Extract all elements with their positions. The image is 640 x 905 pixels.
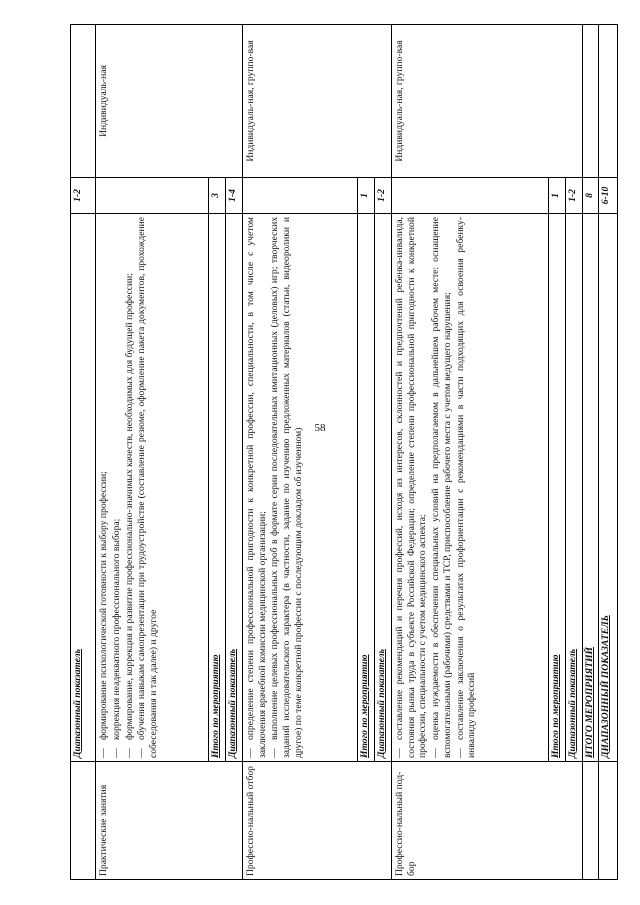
form-cell: Индивидуаль-ная, группо-вая [392,25,582,178]
cell-blank [392,178,549,214]
section-items [96,214,209,762]
table-row [582,25,599,880]
cell-blank [599,25,618,178]
section-name: Профессио-нальный отбор [243,762,392,880]
table-row [243,25,358,880]
itog-range-value: 1-2 [375,178,392,214]
table-row [96,25,209,880]
list-item: —обучения навыкам самопрезентации при трудоустройстве (составление резюме, оформление пакета документов, прохождение собеседования и так далее) и другое [136,217,160,758]
cell-blank [71,25,96,178]
total-events-label: ИТОГО МЕРОПРИЯТИЙ [582,214,599,762]
itog-range-value: 1-4 [226,178,243,214]
itog-range-label: Диапазонный показатель [375,214,392,762]
itog-label: Итого по мероприятию [548,214,565,762]
list-item: —оценка нуждаемости в обеспечении специальных условий на предполагаемом в дальнейшем рабочем месте: оснащение вспомогательными (рабочими) средствами и ТСР, приспособление рабочего места с учетом ведущего нарушения; [430,217,453,758]
total-events-value: 8 [582,178,599,214]
list-item: —выполнение целевых профессиональных проб в формате серии последовательных имитационных (деловых) игр; творческих заданий исследовательского характера (в частности, задание по изучению предложенных материалов (статьи, видеоролики и другое) по теме конкретной профессии с последующим докладом об изученном) [269,217,304,758]
cell-blank [582,762,599,880]
itog-value: 1 [548,178,565,214]
itog-label: Итого по мероприятию [358,214,375,762]
section-name: Профессио-нальный под-бор [392,762,582,880]
section-name: Практические занятия [96,762,243,880]
form-cell: Индивидуаль-ная [96,25,243,178]
itog-range-label: Диапазонный показатель [565,214,582,762]
cell-blank [599,762,618,880]
list-item: —составление рекомендаций и перечня профессий, исходя из интересов, склонностей и предпочтений ребенка-инвалида, состояния рынка труда в субъекте Российской Федерации; определение степени профессиональной пригодности к конкретной профессии, специальности с учетом медицинского аспекта; [394,217,429,758]
cell-blank [582,25,599,178]
range-value: 1-2 [71,178,96,214]
page-number: 58 [314,422,326,434]
form-cell: Индивидуаль-ная, группо-вая [243,25,392,178]
section-items [243,214,358,762]
list-item: —формирование психологической готовности к выбору профессии; [98,471,110,758]
table-row [392,25,549,880]
list-item: —составление заключения о результатах профориентации с рекомендациями в части подходящих для освоения ребенку-инвалиду профессий [454,217,478,758]
cell-blank [96,178,209,214]
list-item: —определение степени профессиональной пригодности к конкретной профессии, специальности, в том числе с учетом заключения врачебной комиссии медицинской организации; [245,217,268,758]
itog-range-label: Диапазонный показатель [226,214,243,762]
list-item: —коррекция неадекватного профессионального выбора; [111,518,123,758]
total-range-value: 6-10 [599,178,618,214]
rotated-table-container [70,25,618,880]
cell-blank [243,178,358,214]
section-items [392,214,549,762]
itog-value: 1 [358,178,375,214]
total-range-label: ДИАПАЗОННЫЙ ПОКАЗАТЕЛЬ [599,214,618,762]
cell-blank [71,762,96,880]
itog-value: 3 [209,178,226,214]
table-row [71,25,96,880]
list-item: —формирование, коррекция и развитие профессионально-значимых качеств, необходимых для будущей профессии; [123,273,135,758]
range-label: Диапазонный показатель [71,214,96,762]
itog-range-value: 1-2 [565,178,582,214]
program-table [70,24,618,880]
table-row [599,25,618,880]
itog-label: Итого по мероприятию [209,214,226,762]
